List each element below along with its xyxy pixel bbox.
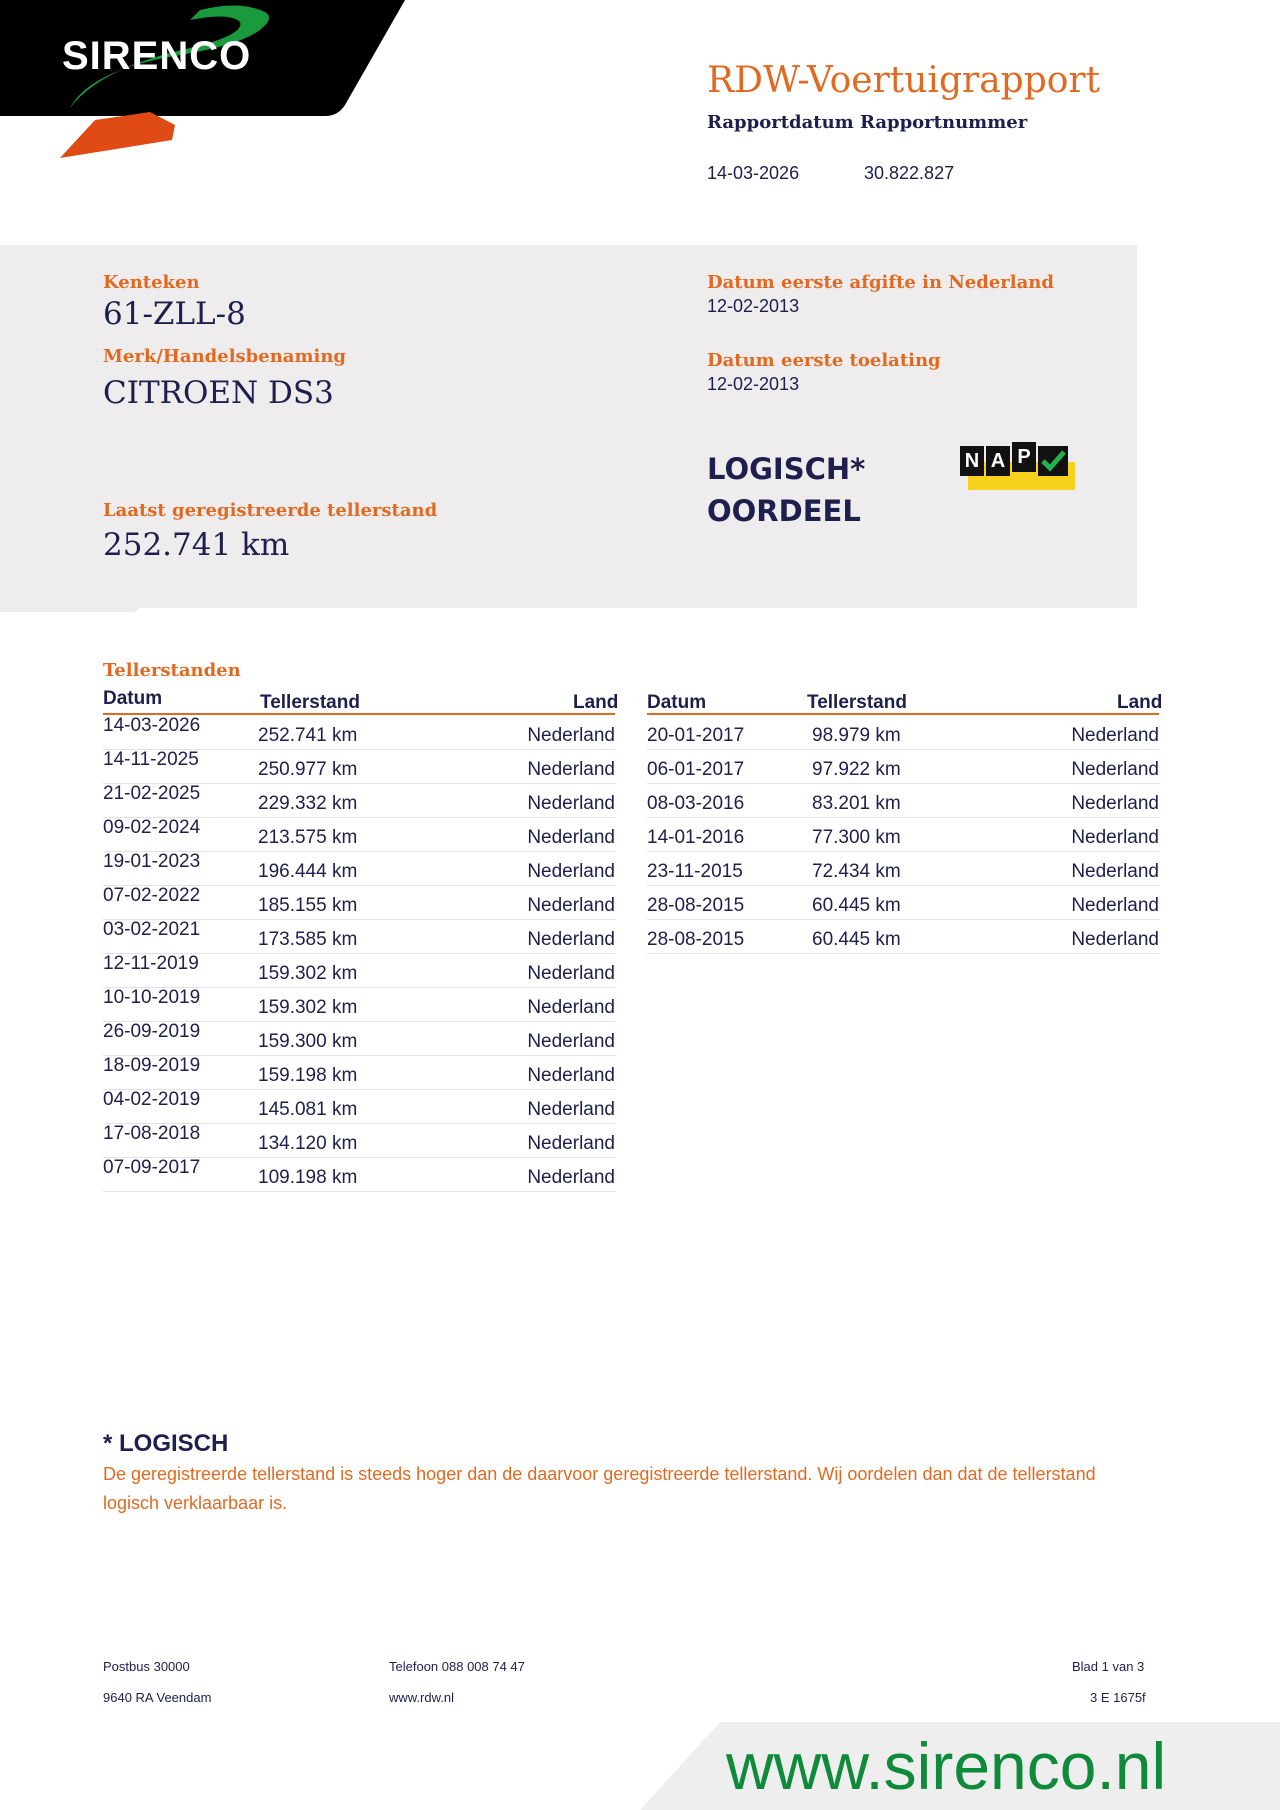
nap-letter: P (1012, 442, 1036, 472)
site-url[interactable]: www.sirenco.nl (726, 1729, 1167, 1803)
make-value: CITROEN DS3 (103, 375, 334, 411)
cell-reading: 77.300 km (812, 827, 901, 848)
nap-badge (960, 446, 1075, 490)
cell-reading: 159.300 km (258, 1031, 358, 1052)
table-row (103, 919, 615, 954)
report-subtitle: Rapportdatum Rapportnummer (707, 112, 1028, 133)
cell-country: Nederland (1071, 929, 1159, 950)
cell-reading: 134.120 km (258, 1133, 358, 1154)
cell-country: Nederland (1071, 895, 1159, 916)
cell-reading: 83.201 km (812, 793, 901, 814)
cell-reading: 60.445 km (812, 929, 901, 950)
explanation-text: De geregistreerde tellerstand is steeds hoger dan de daarvoor geregistreerde tellerstand. Wij oordelen dan dat de tellerstand logisch verklaarbaar is. (103, 1464, 1096, 1513)
cell-country: Nederland (527, 1133, 615, 1154)
col-header-reading: Tellerstand (260, 692, 360, 713)
cell-country: Nederland (1071, 861, 1159, 882)
cell-date: 18-09-2019 (103, 1055, 201, 1076)
nap-letter: N (960, 446, 984, 476)
cell-country: Nederland (527, 929, 615, 950)
table-row (103, 783, 615, 818)
cell-date: 07-02-2022 (103, 885, 201, 906)
first-issue-label: Datum eerste afgifte in Nederland (707, 272, 1054, 293)
cell-reading: 196.444 km (258, 861, 358, 882)
cell-date: 04-02-2019 (103, 1089, 201, 1110)
table-row (647, 749, 1159, 784)
table-row (103, 1055, 615, 1090)
cell-country: Nederland (527, 895, 615, 916)
cell-country: Nederland (527, 963, 615, 984)
verdict-sublabel: OORDEEL (707, 494, 861, 528)
footer-code: 3 E 1675f (1090, 1690, 1146, 1705)
report-number: 30.822.827 (864, 163, 955, 183)
cell-date: 07-09-2017 (103, 1157, 201, 1178)
col-header-country: Land (573, 692, 619, 713)
table-row (103, 1123, 615, 1158)
table-row (103, 817, 615, 852)
table-row (647, 851, 1159, 886)
cell-country: Nederland (527, 725, 615, 746)
first-issue-value: 12-02-2013 (707, 296, 800, 316)
cell-date: 23-11-2015 (647, 861, 743, 882)
cell-country: Nederland (527, 1031, 615, 1052)
cell-country: Nederland (527, 759, 615, 780)
cell-date: 28-08-2015 (647, 895, 745, 916)
nap-letter: A (986, 446, 1010, 476)
cell-country: Nederland (527, 1167, 615, 1188)
cell-reading: 98.979 km (812, 725, 901, 746)
cell-date: 14-01-2016 (647, 827, 745, 848)
report-title: RDW-Voertuigrapport (707, 60, 1101, 101)
first-admission-label: Datum eerste toelating (707, 350, 941, 371)
table-row (103, 953, 615, 988)
odometer-value: 252.741 km (103, 527, 290, 563)
table-row (647, 919, 1159, 954)
cell-reading: 159.302 km (258, 963, 358, 984)
odometer-label: Laatst geregistreerde tellerstand (103, 500, 438, 521)
verdict-label: LOGISCH* (707, 452, 866, 486)
cell-reading: 60.445 km (812, 895, 901, 916)
cell-date: 09-02-2024 (103, 817, 201, 838)
checkmark-icon (1038, 446, 1068, 476)
cell-country: Nederland (527, 1099, 615, 1120)
table-row (103, 1089, 615, 1124)
cell-reading: 229.332 km (258, 793, 358, 814)
cell-reading: 252.741 km (258, 725, 358, 746)
table-row (103, 885, 615, 920)
col-header-date: Datum (103, 688, 163, 709)
cell-country: Nederland (527, 827, 615, 848)
readings-title: Tellerstanden (103, 660, 241, 681)
footer-phone: Telefoon 088 008 74 47 (389, 1659, 525, 1674)
cell-country: Nederland (1071, 793, 1159, 814)
make-label: Merk/Handelsbenaming (103, 346, 347, 367)
table-row (103, 1021, 615, 1056)
col-header-country: Land (1117, 692, 1163, 713)
cell-reading: 97.922 km (812, 759, 901, 780)
cell-country: Nederland (1071, 759, 1159, 780)
table-row (103, 987, 615, 1022)
table-row (103, 851, 615, 886)
table-row (647, 715, 1159, 750)
cell-reading: 109.198 km (258, 1167, 358, 1188)
cell-reading: 145.081 km (258, 1099, 358, 1120)
cell-reading: 72.434 km (812, 861, 901, 882)
table-row (103, 715, 615, 750)
cell-date: 14-11-2025 (103, 749, 199, 770)
cell-reading: 213.575 km (258, 827, 358, 848)
footer-address-line2: 9640 RA Veendam (103, 1690, 212, 1705)
cell-date: 12-11-2019 (103, 953, 199, 974)
brand-logo (0, 0, 405, 160)
cell-country: Nederland (527, 861, 615, 882)
cell-country: Nederland (527, 997, 615, 1018)
plate-value: 61-ZLL-8 (103, 296, 246, 332)
cell-date: 06-01-2017 (647, 759, 745, 780)
cell-date: 14-03-2026 (103, 715, 201, 736)
cell-date: 03-02-2021 (103, 919, 201, 940)
cell-reading: 173.585 km (258, 929, 358, 950)
report-date: 14-03-2026 (707, 163, 800, 183)
plate-label: Kenteken (103, 272, 200, 293)
cell-reading: 185.155 km (258, 895, 358, 916)
first-admission-value: 12-02-2013 (707, 374, 800, 394)
cell-country: Nederland (1071, 725, 1159, 746)
cell-reading: 250.977 km (258, 759, 358, 780)
table-row (647, 885, 1159, 920)
explanation-title: * LOGISCH (103, 1430, 229, 1457)
cell-date: 17-08-2018 (103, 1123, 201, 1144)
cell-date: 10-10-2019 (103, 987, 201, 1008)
cell-reading: 159.302 km (258, 997, 358, 1018)
cell-date: 19-01-2023 (103, 851, 201, 872)
table-row (647, 783, 1159, 818)
col-header-reading: Tellerstand (807, 692, 907, 713)
col-header-date: Datum (647, 692, 707, 713)
cell-country: Nederland (527, 793, 615, 814)
cell-date: 21-02-2025 (103, 783, 201, 804)
table-row (103, 1157, 615, 1192)
cell-reading: 159.198 km (258, 1065, 358, 1086)
cell-date: 08-03-2016 (647, 793, 745, 814)
footer-address-line1: Postbus 30000 (103, 1659, 190, 1674)
brand-name: SIRENCO (62, 34, 252, 78)
table-row (103, 749, 615, 784)
cell-date: 28-08-2015 (647, 929, 745, 950)
table-row (647, 817, 1159, 852)
cell-date: 20-01-2017 (647, 725, 745, 746)
footer-website-link[interactable]: www.rdw.nl (389, 1690, 455, 1705)
cell-date: 26-09-2019 (103, 1021, 201, 1042)
panel-notch (0, 600, 150, 612)
cell-country: Nederland (1071, 827, 1159, 848)
cell-country: Nederland (527, 1065, 615, 1086)
footer-page-number: Blad 1 van 3 (1072, 1659, 1145, 1674)
